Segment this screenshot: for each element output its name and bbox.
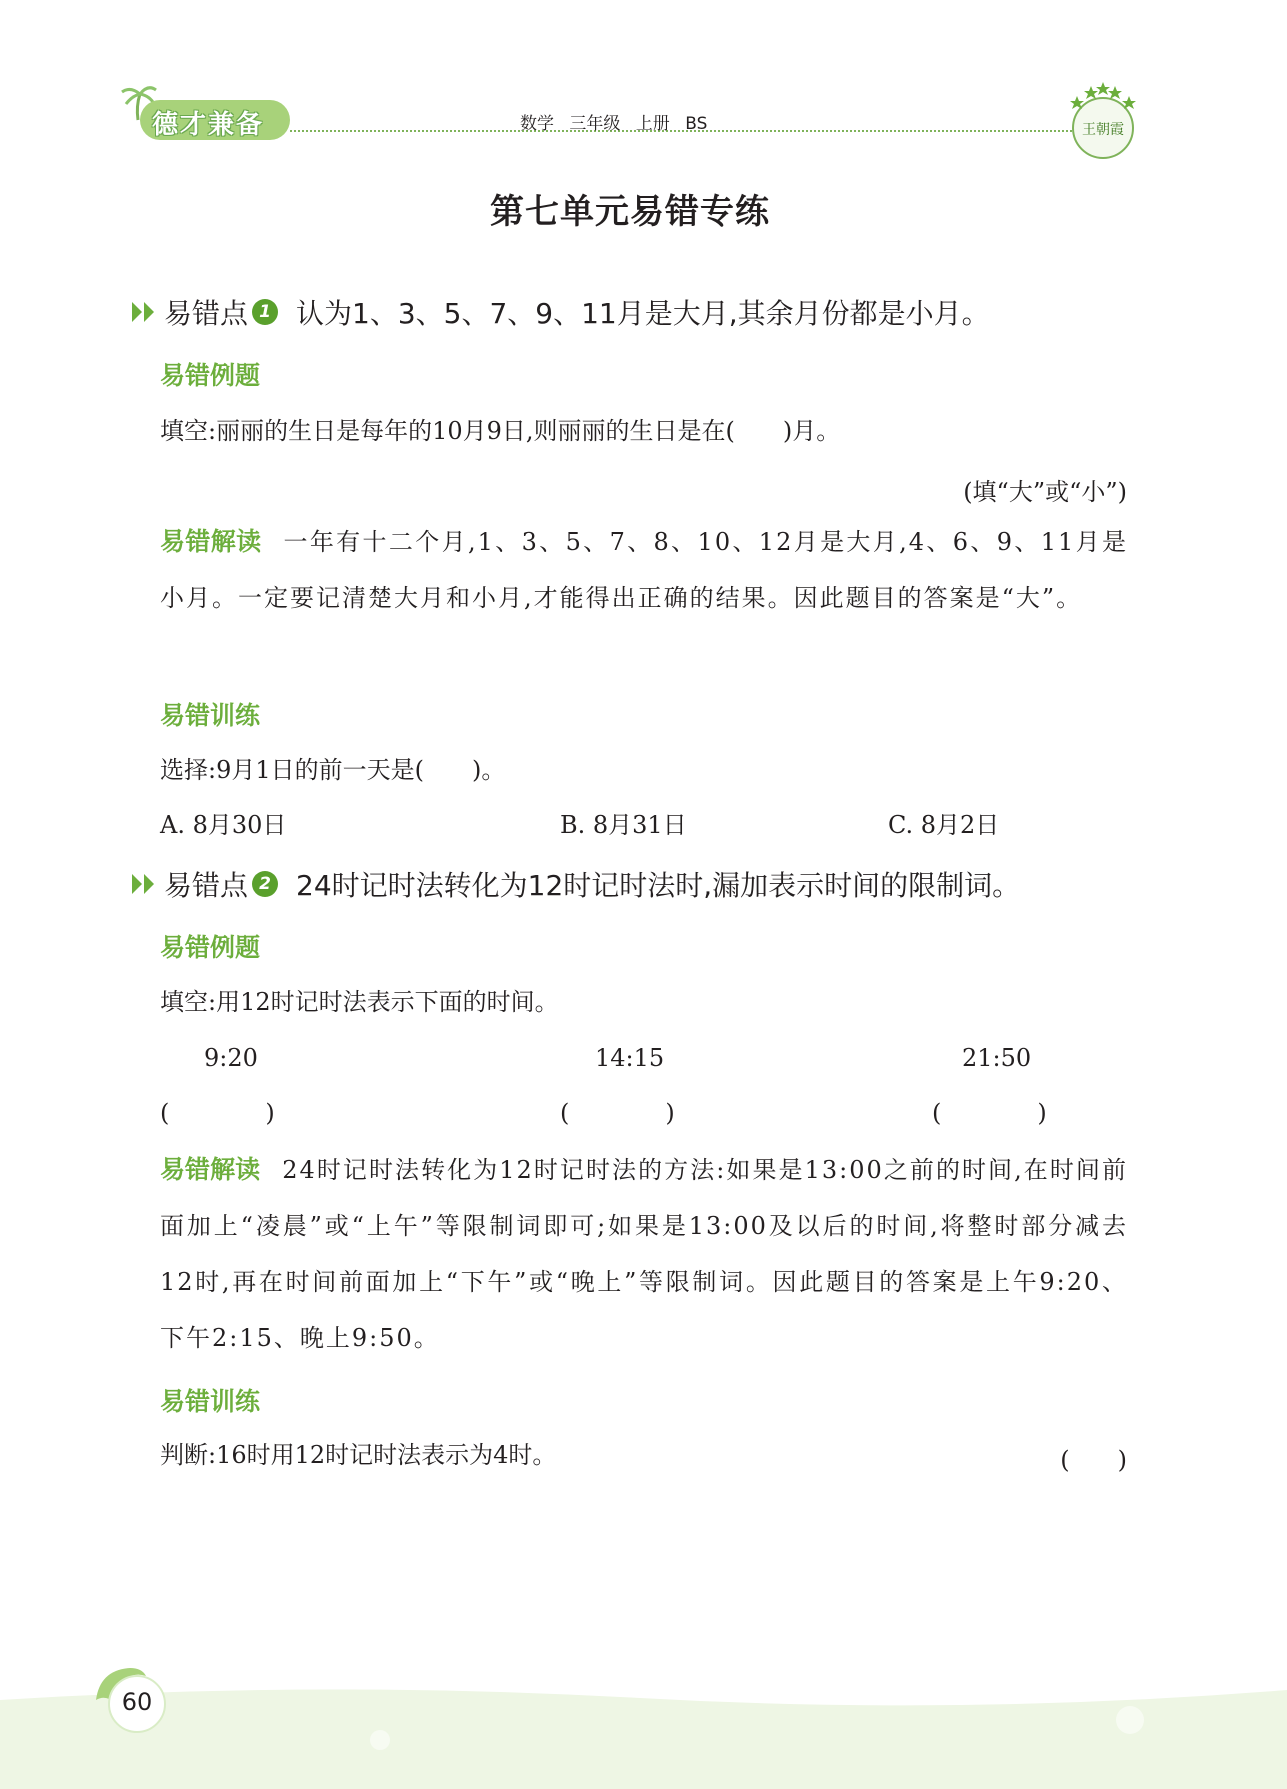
double-chevron-icon <box>130 872 158 896</box>
training-label: 易错训练 <box>160 701 261 730</box>
double-chevron-icon <box>130 300 158 324</box>
option-b[interactable]: B. 8月31日 <box>560 811 687 839</box>
answer-blank-2[interactable]: ( ) <box>560 1099 675 1127</box>
page-number: 60 <box>121 1688 153 1716</box>
error-point-number: 1 <box>252 299 278 325</box>
time-3: 21:50 <box>962 1044 1032 1072</box>
page-title: 第七单元易错专练 <box>490 192 770 232</box>
error-point-description: 认为1、3、5、7、9、11月是大月,其余月份都是小月。 <box>296 297 990 330</box>
analysis-text: 一年有十二个月,1、3、5、7、8、10、12月是大月,4、6、9、11月是小月。一定要记清楚大月和小月,才能得出正确的结果。因此题目的答案是“大”。 <box>160 528 1128 612</box>
error-point-label: 易错点 <box>164 297 249 330</box>
option-a[interactable]: A. 8月30日 <box>160 811 287 839</box>
analysis-label: 易错解读 <box>160 1155 261 1184</box>
judge-blank[interactable]: ( ) <box>1060 1446 1127 1474</box>
example-question: 填空:用12时记时法表示下面的时间。 <box>160 988 559 1016</box>
logo-text: 德才兼备 <box>152 110 265 140</box>
analysis-block <box>160 1142 1128 1366</box>
error-point-number: 2 <box>252 871 278 897</box>
example-label: 易错例题 <box>160 361 261 390</box>
example-label: 易错例题 <box>160 933 261 962</box>
badge-text: 王朝霞 <box>1082 122 1124 138</box>
training-question: 选择:9月1日的前一天是( )。 <box>160 756 506 784</box>
example-question: 填空:丽丽的生日是每年的10月9日,则丽丽的生日是在( )月。 <box>160 417 841 445</box>
answer-blank-1[interactable]: ( ) <box>160 1099 275 1127</box>
author-badge-icon <box>1063 76 1143 166</box>
time-1: 9:20 <box>204 1044 258 1072</box>
training-question: 判断:16时用12时记时法表示为4时。 <box>160 1441 557 1469</box>
analysis-text: 24时记时法转化为12时记时法的方法:如果是13:00之前的时间,在时间前面加上“凌晨”或“上午”等限制词即可;如果是13:00及以后的时间,将整时部分减去12时,再在时间前面加上“下午”或“晚上”等限制词。因此题目的答案是上午9:20、下午2:15、晚上9:50。 <box>160 1156 1128 1352</box>
footer-decoration <box>0 1680 1287 1789</box>
header-divider <box>290 130 1132 132</box>
training-label: 易错训练 <box>160 1387 261 1416</box>
error-point-1-heading <box>130 292 990 332</box>
error-point-label: 易错点 <box>164 869 249 902</box>
example-hint: (填“大”或“小”) <box>963 478 1127 506</box>
brand-logo <box>118 82 298 144</box>
option-c[interactable]: C. 8月2日 <box>888 811 1000 839</box>
time-2: 14:15 <box>595 1044 665 1072</box>
error-point-2-heading <box>130 864 1020 904</box>
analysis-label: 易错解读 <box>160 527 262 556</box>
error-point-description: 24时记时法转化为12时记时法时,漏加表示时间的限制词。 <box>296 869 1021 902</box>
analysis-block <box>160 514 1128 626</box>
header-subject: 数学 三年级 上册 BS <box>520 114 708 134</box>
answer-blank-3[interactable]: ( ) <box>932 1099 1047 1127</box>
